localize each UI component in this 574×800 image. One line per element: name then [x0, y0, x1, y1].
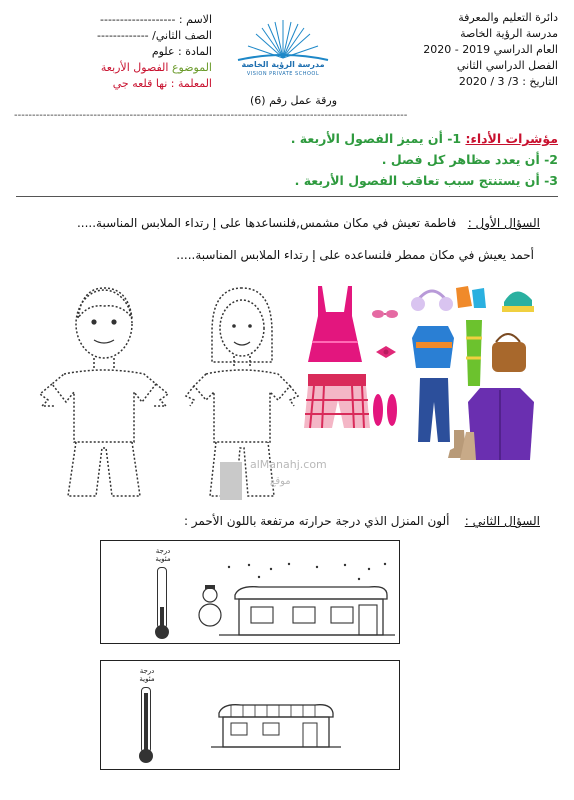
- indicator-1: 1- أن يميز الفصول الأربعة .: [290, 131, 462, 146]
- topic-value: الفصول الأربعة: [100, 61, 169, 74]
- watermark: [200, 440, 400, 520]
- sunny-house-icon: [211, 695, 341, 755]
- boots: [448, 430, 476, 460]
- header-left-block: [32, 12, 212, 92]
- date: التاريخ : 3/ 3 / 2020: [458, 75, 558, 88]
- purple-jacket: [468, 388, 534, 460]
- topic-field: [32, 60, 212, 76]
- thermometer-1: [145, 547, 181, 639]
- watermark-line-1: موقع: [270, 476, 291, 487]
- subject-field: المادة : علوم: [151, 45, 212, 58]
- question-1: [77, 216, 540, 230]
- thermometer-1-caption-2: مئوية: [155, 555, 171, 563]
- bow-hairclip: [376, 346, 396, 358]
- school-logo: [228, 14, 338, 80]
- flip-flops: [373, 394, 397, 426]
- indicators-title: مؤشرات الأداء:: [465, 131, 558, 146]
- thermometer-2: [129, 667, 165, 765]
- topic-label: الموضوع: [171, 61, 212, 74]
- scarf: [466, 320, 482, 386]
- snowy-house-icon: [219, 561, 395, 641]
- sunglasses: [372, 310, 398, 318]
- directorate-name: دائرة التعليم والمعرفة: [458, 11, 558, 24]
- plaid-shorts: [304, 374, 370, 428]
- handbag: [492, 334, 526, 372]
- thermometer-2-mercury: [144, 693, 148, 753]
- question-2-text: ألون المنزل الذي درجة حرارته مرتفعة باللون الأحمر :: [183, 514, 450, 528]
- header-right-block: [368, 10, 558, 90]
- semester: الفصل الدراسي الثاني: [456, 59, 558, 72]
- indicator-3: 3- أن يستنتج سبب تعاقب الفصول الأربعة .: [294, 173, 558, 188]
- watermark-logo-icon: [220, 462, 242, 500]
- earmuffs: [411, 291, 453, 311]
- indicator-2: 2- أن يعدد مظاهر كل فصل .: [381, 152, 558, 167]
- watermark-site: alManahj.com: [250, 458, 327, 471]
- hat: [502, 291, 534, 312]
- question-2: [184, 514, 540, 528]
- question-2-label: السؤال الثاني :: [464, 514, 540, 528]
- summer-clothes-image: [298, 282, 406, 442]
- thermometer-1-caption-1: درجة: [155, 547, 171, 555]
- hot-house-picture[interactable]: [100, 660, 400, 770]
- indicator-line-1: [18, 128, 558, 149]
- grade-field: الصف الثاني/ -------------: [97, 29, 212, 42]
- thermometer-2-bulb: [139, 749, 153, 763]
- thermometer-1-bulb: [155, 625, 169, 639]
- jeans: [418, 378, 450, 442]
- thermometer-2-caption-1: درجة: [139, 667, 155, 675]
- indicators-rule: [16, 196, 558, 197]
- school-name: مدرسة الرؤية الخاصة: [460, 27, 558, 40]
- question-1-text: فاطمة تعيش في مكان مشمس,فلنساعدها على إ رتداء الملابس المناسبة.....: [76, 216, 457, 230]
- student-name-field: الاسم : -------------------: [100, 13, 212, 26]
- boy-outline-figure: [34, 282, 174, 504]
- question-1-label: السؤال الأول :: [467, 216, 540, 230]
- winter-clothes-image: [408, 282, 542, 472]
- pink-dress: [308, 286, 362, 362]
- header-separator: -------------------------------------------------------------------------------------------------------------: [14, 110, 408, 121]
- performance-indicators: [18, 128, 558, 191]
- logo-subtext: VISION PRIVATE SCHOOL: [246, 71, 320, 77]
- thermometer-2-caption-2: مئوية: [139, 675, 155, 683]
- cold-house-picture[interactable]: [100, 540, 400, 644]
- worksheet-number: ورقة عمل رقم (6): [250, 94, 338, 107]
- academic-year: العام الدراسي 2019 - 2020: [423, 43, 558, 56]
- teacher-field: المعلمة : نها قلعه جي: [112, 77, 212, 90]
- question-1-second-line: أحمد يعيش في مكان ممطر فلنساعده على إ رتداء الملابس المناسبة.....: [176, 248, 534, 262]
- logo-text: مدرسة الرؤية الخاصة: [241, 60, 325, 69]
- mittens: [456, 286, 486, 308]
- sweater: [412, 326, 454, 368]
